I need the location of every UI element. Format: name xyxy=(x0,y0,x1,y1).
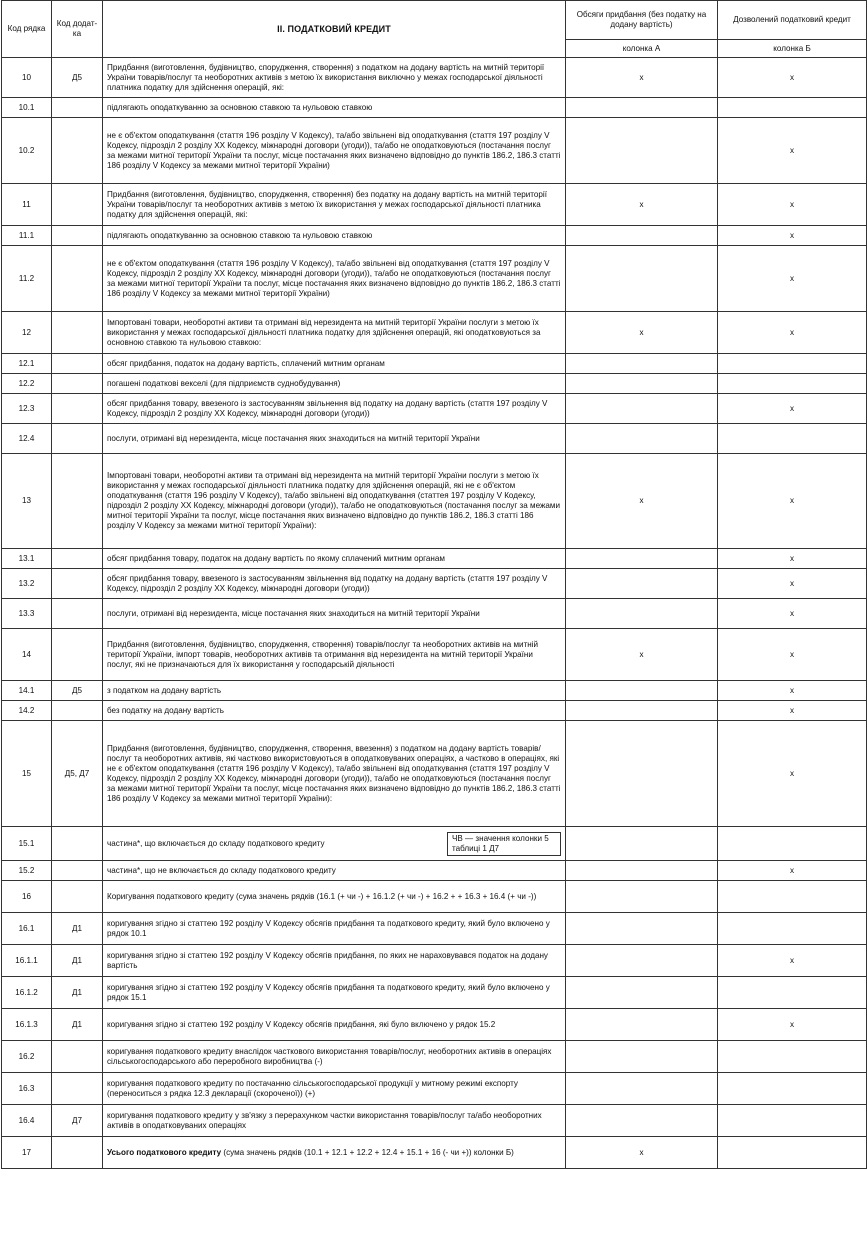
table-row xyxy=(2,374,867,394)
column-b-cell xyxy=(718,881,867,913)
table-row xyxy=(2,1041,867,1073)
addendum-code xyxy=(52,118,103,184)
addendum-code xyxy=(52,827,103,861)
addendum-code-header: Код додат-ка xyxy=(52,1,103,58)
column-b-cell xyxy=(718,1041,867,1073)
addendum-code: Д1 xyxy=(52,945,103,977)
table-row xyxy=(2,881,867,913)
description-text: підлягають оподаткуванню за основною ставкою та нульовою ставкою xyxy=(107,230,373,240)
description-text: підлягають оподаткуванню за основною ставкою та нульовою ставкою xyxy=(107,102,373,112)
table-header xyxy=(2,1,867,58)
row-code: 11.2 xyxy=(2,246,52,312)
tax-credit-table xyxy=(1,0,867,1169)
description-text: не є об'єктом оподаткування (стаття 196 розділу V Кодексу), та/або звільнені від оподаткування (стаття 197 розділу V Кодексу, підрозділ 2 розділу XX Кодексу, міжнародні договори (угоди)), та/або не оподатковуються (постачання послуг за межами митної території України та послуг, місце постачання яких визначено відповідно до пунктів 186.2, 186.3 статті 186 розділу V Кодексу за межами митної території України) xyxy=(107,258,561,298)
column-a-cell xyxy=(566,226,718,246)
column-a-cell xyxy=(566,118,718,184)
addendum-code xyxy=(52,629,103,681)
row-code: 14.1 xyxy=(2,681,52,701)
table-row xyxy=(2,454,867,549)
row-description xyxy=(103,977,566,1009)
addendum-code xyxy=(52,454,103,549)
column-b-cell xyxy=(718,424,867,454)
table-row xyxy=(2,629,867,681)
row-description xyxy=(103,681,566,701)
column-b-cell xyxy=(718,1137,867,1169)
addendum-code: Д1 xyxy=(52,977,103,1009)
column-b-cell: x xyxy=(718,599,867,629)
row-code: 17 xyxy=(2,1137,52,1169)
table-row xyxy=(2,118,867,184)
row-description xyxy=(103,184,566,226)
addendum-code: Д1 xyxy=(52,913,103,945)
addendum-code xyxy=(52,98,103,118)
column-b-cell xyxy=(718,827,867,861)
description-bold-text: Усього податкового кредиту xyxy=(107,1147,222,1157)
description-text: Придбання (виготовлення, будівництво, спорудження, створення) товарів/послуг та необоротних активів на митній території України, імпорт товарів, необоротних активів та отримання від нерезидента на митній території України послуг, які не призначаються для їх використання у господарській діяльності xyxy=(107,639,539,669)
row-code: 12 xyxy=(2,312,52,354)
section-title: II. ПОДАТКОВИЙ КРЕДИТ xyxy=(103,1,566,58)
column-b-cell: x xyxy=(718,226,867,246)
column-a-cell xyxy=(566,881,718,913)
row-description xyxy=(103,454,566,549)
description-text: коригування згідно зі статтею 192 розділу V Кодексу обсягів придбання, по яких не нараховувався податок на додану вартість xyxy=(107,950,548,970)
table-row xyxy=(2,312,867,354)
addendum-code xyxy=(52,246,103,312)
column-a-cell xyxy=(566,1073,718,1105)
description-text: Придбання (виготовлення, будівництво, спорудження, створення, ввезення) з податком на додану вартість товарів/послуг та необоротних активів, які частково використовуються в оподатковуваних операціях, а частково в операціях, які не є об'єктом оподаткування (стаття 196 розділу V Кодексу), та/або звільнені від оподаткування (стаття 197 розділу V Кодексу, підрозділ 2 розділу XX Кодексу, міжнародні договори (угоди)), та/або не оподатковуються (постачання послуг за межами митної території України та послуг, місце постачання яких визначено відповідно до пунктів 186.2, 186.3 статті 186 розділу V Кодексу за межами митної території України): xyxy=(107,743,561,803)
addendum-code xyxy=(52,1041,103,1073)
table-row xyxy=(2,681,867,701)
row-code: 12.4 xyxy=(2,424,52,454)
column-b-cell: x xyxy=(718,701,867,721)
column-b-label: колонка Б xyxy=(718,40,867,58)
description-text: коригування згідно зі статтею 192 розділу V Кодексу обсягів придбання та податкового кредиту, який було включено у рядок 15.1 xyxy=(107,982,550,1002)
column-a-cell xyxy=(566,721,718,827)
addendum-code xyxy=(52,549,103,569)
row-description xyxy=(103,701,566,721)
column-b-cell: x xyxy=(718,681,867,701)
addendum-code: Д7 xyxy=(52,1105,103,1137)
column-b-cell xyxy=(718,913,867,945)
column-b-cell: x xyxy=(718,184,867,226)
description-text: послуги, отримані від нерезидента, місце постачання яких знаходиться на митній території України xyxy=(107,608,480,618)
description-text: коригування згідно зі статтею 192 розділу V Кодексу обсягів придбання, які було включено у рядок 15.2 xyxy=(107,1019,496,1029)
row-code: 12.2 xyxy=(2,374,52,394)
row-description xyxy=(103,118,566,184)
column-a-cell xyxy=(566,246,718,312)
column-a-cell xyxy=(566,394,718,424)
tax-credit-form xyxy=(1,0,866,1169)
addendum-code xyxy=(52,1073,103,1105)
addendum-code xyxy=(52,312,103,354)
description-text: Імпортовані товари, необоротні активи та отримані від нерезидента на митній території України послуги з метою їх використання у межах господарської діяльності платника податку для здійснення операцій, які не є об'єктом оподаткування (стаття 196 розділу V Кодексу), та/або звільнені від оподаткування (статтея 197 розділу V Кодексу, підрозділ 2 розділу XX Кодексу, міжнародні договори (угоди)), та/або не оподатковуються (постачання послуг за межами митної території України та послуг, місце постачання яких визначено відповідно до пунктів 186.2, 186.3 статті 186 розділу V Кодексу за межами митної території України): xyxy=(107,471,560,530)
column-a-cell xyxy=(566,1105,718,1137)
row-code: 12.3 xyxy=(2,394,52,424)
column-b-header: Дозволений податковий кредит xyxy=(718,1,867,40)
description-text: частина*, що включається до складу податкового кредиту xyxy=(107,838,325,848)
description-text: Коригування податкового кредиту (сума значень рядків (16.1 (+ чи -) + 16.1.2 (+ чи -) + 16.2 + + 16.3 + 16.4 (+ чи -)) xyxy=(107,891,537,901)
row-code: 11 xyxy=(2,184,52,226)
row-code: 14.2 xyxy=(2,701,52,721)
addendum-code: Д1 xyxy=(52,1009,103,1041)
column-a-cell xyxy=(566,701,718,721)
table-row xyxy=(2,1009,867,1041)
column-a-cell: x xyxy=(566,184,718,226)
column-a-cell xyxy=(566,827,718,861)
row-code: 15 xyxy=(2,721,52,827)
column-a-cell: x xyxy=(566,312,718,354)
addendum-code: Д5, Д7 xyxy=(52,721,103,827)
description-text: коригування згідно зі статтею 192 розділу V Кодексу обсягів придбання та податкового кредиту, який було включено у рядок 10.1 xyxy=(107,918,550,938)
column-b-cell xyxy=(718,1073,867,1105)
column-b-cell: x xyxy=(718,629,867,681)
row-description xyxy=(103,913,566,945)
column-b-cell: x xyxy=(718,549,867,569)
column-b-cell: x xyxy=(718,1009,867,1041)
description-text: погашені податкові векселі (для підприємств суднобудування) xyxy=(107,378,341,388)
row-code: 13 xyxy=(2,454,52,549)
row-description xyxy=(103,1073,566,1105)
row-description xyxy=(103,599,566,629)
addendum-code xyxy=(52,424,103,454)
description-text: обсяг придбання, податок на додану вартість, сплачений митним органам xyxy=(107,358,385,368)
row-code: 16.1.3 xyxy=(2,1009,52,1041)
column-a-cell: x xyxy=(566,454,718,549)
description-text: обсяг придбання товару, ввезеного із застосуванням звільнення від податку на додану вартість (стаття 197 розділу V Кодексу, підрозділ 2 розділу XX Кодексу, міжнародні договори (угоди)) xyxy=(107,573,548,593)
addendum-code xyxy=(52,374,103,394)
table-row xyxy=(2,184,867,226)
description-text: Імпортовані товари, необоротні активи та отримані від нерезидента на митній території України послуги з метою їх використання у межах господарської діяльності платника податку для здійснення операцій, які оподатковуються за основною ставкою та нульовою ставкою: xyxy=(107,317,541,347)
row-code: 16.3 xyxy=(2,1073,52,1105)
table-row xyxy=(2,394,867,424)
column-b-cell: x xyxy=(718,721,867,827)
table-row xyxy=(2,1137,867,1169)
addendum-code: Д5 xyxy=(52,58,103,98)
table-row xyxy=(2,1105,867,1137)
row-description xyxy=(103,58,566,98)
row-description xyxy=(103,721,566,827)
row-description xyxy=(103,246,566,312)
table-row xyxy=(2,861,867,881)
column-a-cell xyxy=(566,1041,718,1073)
table-row xyxy=(2,246,867,312)
column-b-cell xyxy=(718,1105,867,1137)
row-description xyxy=(103,861,566,881)
column-a-cell xyxy=(566,913,718,945)
addendum-code: Д5 xyxy=(52,681,103,701)
description-text: обсяг придбання товару, податок на додану вартість по якому сплачений митним органам xyxy=(107,553,445,563)
addendum-code xyxy=(52,226,103,246)
description-text: коригування податкового кредиту у зв'язку з перерахунком частки використання товарів/послуг та/або необоротних активів в оподатковуваних операціях xyxy=(107,1110,542,1130)
row-description xyxy=(103,1137,566,1169)
addendum-code xyxy=(52,881,103,913)
reference-note: ЧВ — значення колонки 5 таблиці 1 Д7 xyxy=(447,832,561,856)
table-row xyxy=(2,549,867,569)
column-b-cell: x xyxy=(718,454,867,549)
column-a-cell xyxy=(566,424,718,454)
row-code: 16.2 xyxy=(2,1041,52,1073)
column-a-cell: x xyxy=(566,629,718,681)
column-a-cell xyxy=(566,861,718,881)
column-b-cell xyxy=(718,98,867,118)
column-a-header: Обсяги придбання (без податку на додану вартість) xyxy=(566,1,718,40)
row-description xyxy=(103,226,566,246)
table-row xyxy=(2,721,867,827)
table-row xyxy=(2,945,867,977)
addendum-code xyxy=(52,394,103,424)
row-code: 10 xyxy=(2,58,52,98)
column-b-cell: x xyxy=(718,569,867,599)
column-a-cell xyxy=(566,374,718,394)
column-a-cell xyxy=(566,977,718,1009)
addendum-code xyxy=(52,354,103,374)
row-code: 13.3 xyxy=(2,599,52,629)
row-code: 16.1.2 xyxy=(2,977,52,1009)
column-a-cell xyxy=(566,599,718,629)
column-a-cell xyxy=(566,1009,718,1041)
table-body xyxy=(2,58,867,1169)
description-text: без податку на додану вартість xyxy=(107,705,224,715)
column-b-cell: x xyxy=(718,118,867,184)
column-b-cell: x xyxy=(718,246,867,312)
description-text: не є об'єктом оподаткування (стаття 196 розділу V Кодексу), та/або звільнені від оподаткування (стаття 197 розділу V Кодексу, підрозділ 2 розділу XX Кодексу, міжнародні договори (угоди)), та/або не оподатковуються (постачання послуг за межами митної території України та послуг, місце постачання яких визначено відповідно до пунктів 186.2, 186.3 статті 186 розділу V Кодексу за межами митної території України) xyxy=(107,130,561,170)
column-a-cell: x xyxy=(566,58,718,98)
row-code: 16.1 xyxy=(2,913,52,945)
description-text: частина*, що не включається до складу податкового кредиту xyxy=(107,865,336,875)
description-text: коригування податкового кредиту внаслідок часткового використання товарів/послуг, необоротних активів в операціях сільськогосподарського або переробного виробництва (-) xyxy=(107,1046,552,1066)
column-b-cell xyxy=(718,354,867,374)
row-description xyxy=(103,945,566,977)
column-a-cell: x xyxy=(566,1137,718,1169)
table-row xyxy=(2,569,867,599)
table-row xyxy=(2,58,867,98)
table-row xyxy=(2,1073,867,1105)
addendum-code xyxy=(52,599,103,629)
addendum-code xyxy=(52,701,103,721)
column-b-cell: x xyxy=(718,58,867,98)
description-text: Придбання (виготовлення, будівництво, спорудження, створення) без податку на додану вартість на митній території України товарів/послуг та необоротних активів з метою їх використання у межах господарської діяльності платника податку для здійснення операцій, які: xyxy=(107,189,547,219)
column-a-cell xyxy=(566,681,718,701)
addendum-code xyxy=(52,184,103,226)
table-row xyxy=(2,424,867,454)
table-row xyxy=(2,701,867,721)
row-code: 15.2 xyxy=(2,861,52,881)
row-description xyxy=(103,98,566,118)
row-code: 13.2 xyxy=(2,569,52,599)
column-a-label: колонка А xyxy=(566,40,718,58)
description-text: послуги, отримані від нерезидента, місце постачання яких знаходиться на митній території України xyxy=(107,433,480,443)
description-text: (сума значень рядків (10.1 + 12.1 + 12.2 + 12.4 + 15.1 + 16 (- чи +)) колонки Б) xyxy=(221,1147,514,1157)
table-row xyxy=(2,977,867,1009)
addendum-code xyxy=(52,569,103,599)
row-description xyxy=(103,1041,566,1073)
row-code: 16 xyxy=(2,881,52,913)
row-description xyxy=(103,1105,566,1137)
column-b-cell: x xyxy=(718,861,867,881)
row-description xyxy=(103,374,566,394)
row-description xyxy=(103,354,566,374)
row-code: 16.4 xyxy=(2,1105,52,1137)
column-b-cell: x xyxy=(718,312,867,354)
row-code: 10.1 xyxy=(2,98,52,118)
column-b-cell xyxy=(718,977,867,1009)
addendum-code xyxy=(52,861,103,881)
table-row xyxy=(2,354,867,374)
table-row xyxy=(2,98,867,118)
row-code: 11.1 xyxy=(2,226,52,246)
row-description xyxy=(103,394,566,424)
column-a-cell xyxy=(566,98,718,118)
row-description xyxy=(103,1009,566,1041)
addendum-code xyxy=(52,1137,103,1169)
row-code: 14 xyxy=(2,629,52,681)
column-a-cell xyxy=(566,569,718,599)
row-description xyxy=(103,424,566,454)
description-text: обсяг придбання товару, ввезеного із застосуванням звільнення від податку на додану вартість (стаття 197 розділу V Кодексу, підрозділ 2 розділу XX Кодексу, міжнародні договори (угоди)) xyxy=(107,398,548,418)
table-row xyxy=(2,827,867,861)
row-description xyxy=(103,549,566,569)
column-a-cell xyxy=(566,354,718,374)
description-with-note xyxy=(107,832,561,856)
row-description xyxy=(103,827,566,861)
row-code: 13.1 xyxy=(2,549,52,569)
column-b-cell xyxy=(718,374,867,394)
column-a-cell xyxy=(566,945,718,977)
row-code: 16.1.1 xyxy=(2,945,52,977)
column-a-cell xyxy=(566,549,718,569)
description-text: з податком на додану вартість xyxy=(107,685,222,695)
row-description xyxy=(103,312,566,354)
row-code: 12.1 xyxy=(2,354,52,374)
row-code: 10.2 xyxy=(2,118,52,184)
row-description xyxy=(103,881,566,913)
row-code-header: Код рядка xyxy=(2,1,52,58)
description-text: Придбання (виготовлення, будівництво, спорудження, створення) з податком на додану вартість на митній території України товарів/послуг та необоротних активів з метою їх використання виключно у межах господарської діяльності платника податку для здійснення операцій, які: xyxy=(107,62,545,92)
row-description xyxy=(103,569,566,599)
table-row xyxy=(2,599,867,629)
table-row xyxy=(2,226,867,246)
row-code: 15.1 xyxy=(2,827,52,861)
row-description xyxy=(103,629,566,681)
column-b-cell: x xyxy=(718,945,867,977)
description-text: коригування податкового кредиту по постачанню сільськогосподарської продукції у митному режимі експорту (переноситься з рядка 12.3 декларації (скороченої)) (+) xyxy=(107,1078,518,1098)
column-b-cell: x xyxy=(718,394,867,424)
table-row xyxy=(2,913,867,945)
